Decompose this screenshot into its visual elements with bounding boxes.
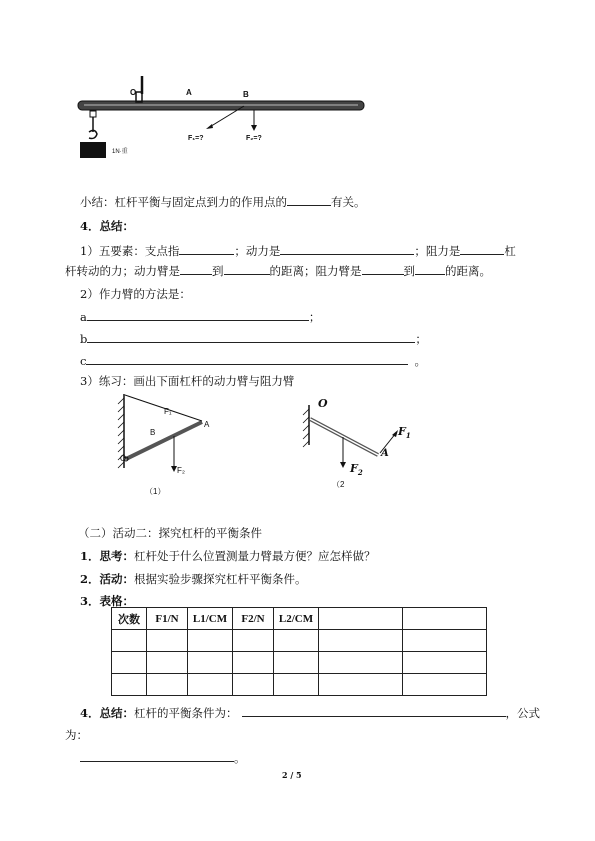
fig2-f2-sub: 2: [357, 468, 363, 478]
label-a-top: A: [186, 88, 192, 97]
five-elements-line2: [65, 263, 491, 278]
table-cell[interactable]: [112, 652, 147, 674]
table-cell[interactable]: [319, 630, 403, 652]
table-cell[interactable]: [188, 674, 233, 696]
five-elements-p5: 杆转动的力；动力臂是: [65, 264, 180, 278]
table-cell[interactable]: [274, 652, 319, 674]
label-weight-top: 1N·重: [112, 149, 128, 155]
five-elements-p3: ；阻力是: [414, 244, 461, 258]
q3-line: [80, 594, 134, 608]
blank-resistance-arm-to[interactable]: [415, 263, 445, 275]
page-number: 2 / 5: [282, 770, 302, 780]
label-f2-top: F₂=?: [246, 135, 262, 142]
fig1-f2: F₂: [177, 466, 185, 475]
data-table: [111, 607, 487, 696]
blank-balance-condition[interactable]: [242, 705, 506, 717]
table-cell[interactable]: [233, 674, 274, 696]
table-cell[interactable]: [147, 630, 188, 652]
label-b-top: B: [243, 90, 249, 99]
fig2-f1-sub: 1: [405, 431, 411, 441]
method-c-label: c: [80, 354, 87, 368]
fig2-f1-letter: F: [398, 425, 406, 438]
table-cell[interactable]: [233, 652, 274, 674]
q4-text: 杠杆的平衡条件为：: [134, 706, 238, 720]
five-elements-p2: ；动力是: [234, 244, 281, 258]
table-cell[interactable]: [403, 652, 487, 674]
method-title: 2）作力臂的方法是：: [80, 287, 191, 301]
q4-line: [80, 705, 540, 720]
q1-label: 思考：: [99, 549, 135, 563]
five-elements-p9: 的距离。: [445, 264, 491, 278]
five-elements-p1: 1）五要素：支点指: [80, 244, 180, 258]
q2-line: [80, 572, 307, 586]
table-header-cell: L1/CM: [188, 608, 233, 630]
fig1-o: O: [120, 454, 127, 463]
section4-title: 总结：: [99, 219, 135, 233]
fig2-o: O: [318, 397, 328, 410]
fig2-caption: （2: [332, 480, 345, 489]
section4-num: 4．: [80, 219, 100, 233]
fig2-f2-letter: F: [350, 462, 358, 475]
table-header-cell: 次数: [112, 608, 147, 630]
table-header-cell: L2/CM: [274, 608, 319, 630]
label-f1-top: F₁=?: [188, 135, 204, 142]
method-b-label: b: [80, 332, 88, 346]
table-header-cell: F2/N: [233, 608, 274, 630]
method-c-end: 。: [414, 354, 426, 368]
blank-summary[interactable]: [287, 194, 331, 206]
q1-num: 1．: [80, 549, 100, 563]
blank-method-a[interactable]: [87, 309, 309, 321]
five-elements-p8: 到: [403, 264, 415, 278]
q4-line2: 为：: [65, 728, 88, 742]
table-row: [112, 674, 487, 696]
q4-end: 。: [234, 751, 246, 765]
table-cell[interactable]: [319, 652, 403, 674]
five-elements-p4: 杠: [504, 244, 516, 258]
activity2-title: （二）活动二：探究杠杆的平衡条件: [78, 526, 262, 540]
table-header-cell: [319, 608, 403, 630]
q4-num: 4．: [80, 706, 100, 720]
table-cell[interactable]: [188, 652, 233, 674]
lever-rod-1: [126, 422, 202, 459]
fig2-f1: [398, 425, 411, 443]
method-a-end: ；: [308, 310, 321, 324]
fig2-a: A: [381, 448, 389, 459]
hook-box: [90, 111, 96, 117]
table-header-row: [112, 608, 487, 630]
table-header-cell: F1/N: [147, 608, 188, 630]
blank-resistance-arm-from[interactable]: [362, 263, 404, 275]
blank-effort-arm-from[interactable]: [180, 263, 212, 275]
q4-formula-line: [80, 750, 246, 765]
five-elements-p7: 的距离；阻力臂是: [269, 264, 362, 278]
q4-label: 总结：: [99, 706, 135, 720]
table-cell[interactable]: [112, 674, 147, 696]
summary-line: [80, 194, 366, 209]
q1-text: 杠杆处于什么位置测量力臂最方便？应怎样做？: [134, 549, 376, 563]
table-row: [112, 630, 487, 652]
table-cell[interactable]: [274, 674, 319, 696]
five-elements-line1: [80, 243, 516, 258]
table-row: [112, 652, 487, 674]
fig1-caption: （1）: [145, 487, 166, 496]
section4-heading: [80, 219, 134, 233]
fig1-a: A: [204, 420, 210, 429]
method-a-label: a: [80, 310, 87, 324]
blank-pivot[interactable]: [179, 243, 234, 255]
q3-num: 3．: [80, 594, 100, 608]
method-line-b: [80, 331, 427, 346]
table-cell[interactable]: [188, 630, 233, 652]
fig1-f1: F₁: [164, 407, 172, 416]
blank-method-b[interactable]: [87, 331, 415, 343]
q2-label: 活动：: [99, 572, 135, 586]
blank-formula[interactable]: [80, 750, 234, 762]
practice-title: 3）练习：画出下面杠杆的动力臂与阻力臂: [80, 374, 295, 388]
table-cell[interactable]: [147, 652, 188, 674]
five-elements-p6: 到: [212, 264, 224, 278]
table-cell[interactable]: [319, 674, 403, 696]
weight-block: [80, 142, 106, 158]
blank-effort-arm-to[interactable]: [224, 263, 270, 275]
table-cell[interactable]: [112, 630, 147, 652]
fig2-f2: [350, 462, 363, 480]
table-cell[interactable]: [147, 674, 188, 696]
method-line-c: [80, 353, 426, 368]
q4-tail: ，公式: [505, 706, 541, 720]
table-cell[interactable]: [274, 630, 319, 652]
blank-resistance[interactable]: [460, 243, 504, 255]
q1-line: [80, 549, 376, 563]
summary-tail: 有关。: [331, 195, 366, 209]
method-line-a: [80, 309, 320, 324]
label-o-top: O: [130, 88, 137, 97]
table-cell[interactable]: [233, 630, 274, 652]
method-b-end: ；: [415, 332, 427, 346]
q3-label: 表格：: [99, 594, 135, 608]
q2-text: 根据实验步骤探究杠杆平衡条件。: [134, 572, 307, 586]
summary-text: 小结：杠杆平衡与固定点到力的作用点的: [80, 195, 287, 209]
table-cell[interactable]: [403, 674, 487, 696]
q2-num: 2．: [80, 572, 100, 586]
blank-effort[interactable]: [280, 243, 414, 255]
fig1-b: B: [150, 428, 156, 437]
blank-method-c[interactable]: [86, 353, 408, 365]
table-cell[interactable]: [403, 630, 487, 652]
table-header-cell: [403, 608, 487, 630]
